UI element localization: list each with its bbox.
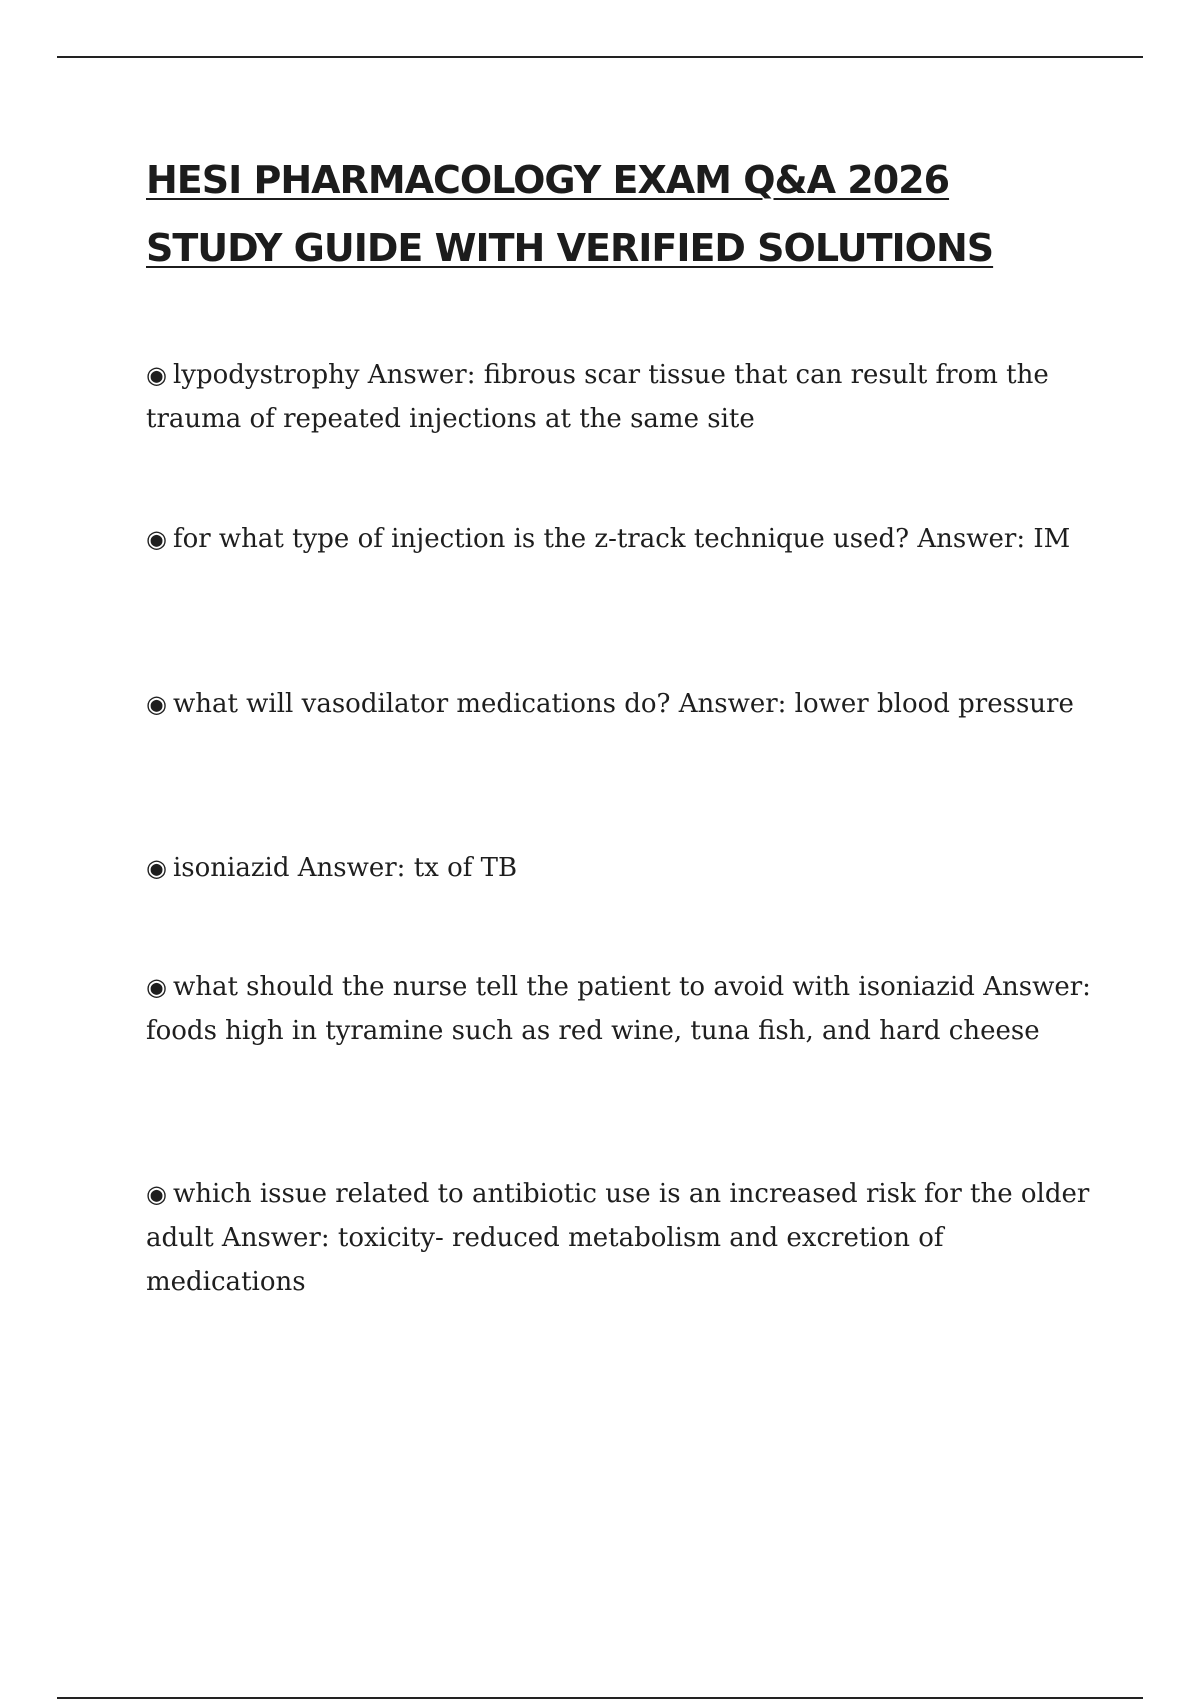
qa-item-4 [146, 846, 1096, 890]
qa-text: lypodystrophy Answer: fibrous scar tissue that can result from the trauma of repeated injections at the same site [146, 360, 1049, 434]
bullet-icon: ◉ [146, 973, 167, 1001]
title-line-1: HESI PHARMACOLOGY EXAM Q&A 2026 [146, 158, 950, 202]
document-title [146, 146, 1146, 282]
bullet-icon: ◉ [146, 854, 167, 882]
bullet-icon: ◉ [146, 1180, 167, 1208]
qa-text: isoniazid Answer: tx of TB [172, 853, 518, 883]
qa-text: what should the nurse tell the patient to avoid with isoniazid Answer: foods high in tyramine such as red wine, tuna fish, and hard cheese [146, 972, 1091, 1046]
bullet-icon: ◉ [146, 361, 167, 389]
qa-text: which issue related to antibiotic use is an increased risk for the older adult Answer: toxicity- reduced metabolism and excretion of medications [146, 1179, 1090, 1297]
bullet-icon: ◉ [146, 690, 167, 718]
qa-item-6 [146, 1172, 1096, 1304]
bullet-icon: ◉ [146, 525, 167, 553]
bottom-divider [57, 1697, 1143, 1699]
title-line-2: STUDY GUIDE WITH VERIFIED SOLUTIONS [146, 226, 994, 270]
qa-text: for what type of injection is the z-track technique used? Answer: IM [172, 524, 1071, 554]
qa-text: what will vasodilator medications do? Answer: lower blood pressure [172, 689, 1074, 719]
qa-item-1 [146, 353, 1096, 441]
qa-item-3 [146, 682, 1096, 726]
top-divider [57, 56, 1143, 58]
qa-item-2 [146, 517, 1096, 561]
qa-item-5 [146, 965, 1096, 1053]
